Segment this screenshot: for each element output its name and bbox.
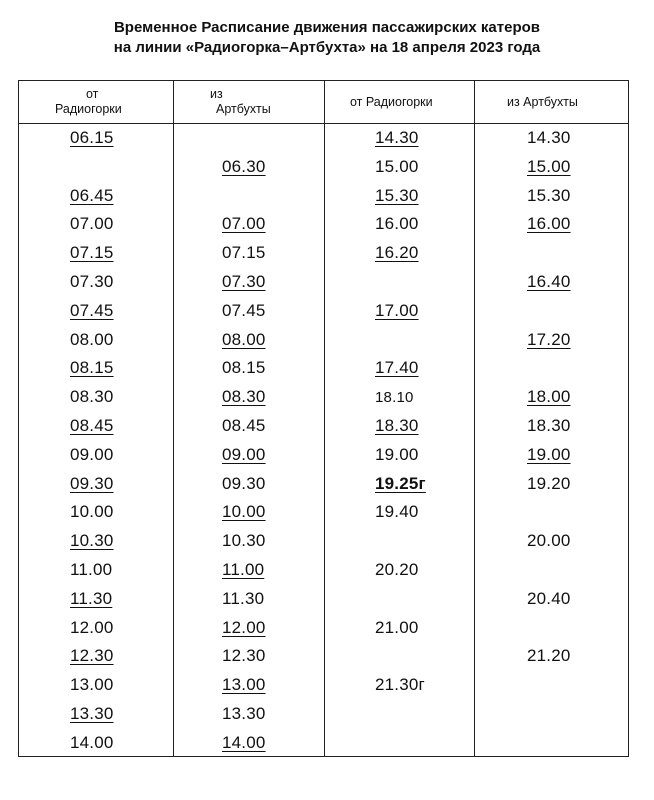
time-cell: 16.40 [527, 272, 571, 291]
time-cell: 13.00 [222, 675, 266, 695]
time-cell: 08.15 [222, 358, 266, 378]
time-cell: 19.00 [527, 444, 571, 464]
column-divider-2 [324, 81, 325, 756]
time-cell: 11.00 [70, 560, 113, 579]
time-cell: 09.00 [222, 444, 266, 464]
time-cell: 11.30 [222, 588, 265, 608]
time-cell: 12.00 [70, 617, 114, 637]
time-cell: 10.30 [70, 531, 114, 551]
time-cell: 11.00 [222, 560, 265, 579]
time-cell: 17.00 [375, 300, 419, 320]
time-cell: 09.30 [70, 473, 114, 493]
time-cell: 18.00 [527, 387, 571, 407]
time-cell: 08.30 [70, 387, 114, 407]
time-cell: 12.30 [222, 646, 266, 666]
time-cell: 10.00 [222, 502, 266, 522]
time-cell: 08.15 [70, 358, 114, 378]
header-col-1-line-1: от [86, 87, 99, 101]
header-col-1-line-2: Радиогорки [55, 102, 122, 116]
time-cell: 06.15 [70, 128, 114, 147]
header-col-4-label: из Артбухты [507, 95, 578, 109]
time-cell: 07.30 [70, 272, 114, 291]
header-col-2 [174, 81, 324, 123]
time-cell: 08.45 [70, 416, 114, 435]
time-cell: 15.30 [375, 185, 419, 205]
schedule-title [0, 18, 654, 58]
schedule-table [18, 80, 629, 757]
time-cell: 19.00 [375, 444, 419, 464]
time-cell: 19.20 [527, 473, 571, 493]
time-cell: 21.00 [375, 617, 419, 637]
time-cell: 07.15 [70, 243, 114, 263]
time-cell: 06.45 [70, 185, 114, 205]
time-cell: 07.45 [70, 300, 114, 320]
time-cell: 17.40 [375, 358, 419, 378]
time-cell: 10.00 [70, 502, 114, 522]
time-cell: 15.30 [527, 185, 571, 205]
time-cell: 08.00 [70, 329, 114, 349]
time-cell: 09.00 [70, 444, 114, 464]
time-cell: 07.30 [222, 272, 266, 291]
time-cell: 14.00 [222, 732, 266, 752]
time-cell: 12.00 [222, 617, 266, 637]
header-col-1 [19, 81, 173, 123]
time-cell: 18.10 [375, 389, 414, 407]
time-cell: 16.20 [375, 243, 419, 263]
column-divider-3 [474, 81, 475, 756]
time-cell: 07.45 [222, 300, 266, 320]
header-col-2-line-2: Артбухты [216, 102, 271, 116]
time-cell: 14.30 [527, 128, 571, 147]
time-cell: 13.00 [70, 675, 114, 695]
time-cell: 09.30 [222, 473, 266, 493]
column-divider-1 [173, 81, 174, 756]
title-line-1: Временное Расписание движения пассажирских катеров [113, 19, 541, 36]
time-cell: 20.00 [527, 531, 571, 551]
header-col-3-label: от Радиогорки [350, 95, 433, 109]
time-cell: 07.00 [222, 214, 266, 234]
time-cell: 19.40 [375, 502, 419, 522]
time-cell: 17.20 [527, 329, 571, 349]
time-cell: 15.00 [527, 156, 571, 176]
time-cell: 13.30 [222, 704, 266, 723]
time-cell: 06.30 [222, 156, 266, 176]
time-cell: 18.30 [527, 416, 571, 435]
time-cell: 14.00 [70, 732, 114, 752]
time-cell: 19.25г [375, 473, 426, 493]
time-cell: 08.45 [222, 416, 266, 435]
time-cell: 12.30 [70, 646, 114, 666]
time-cell: 21.20 [527, 646, 571, 666]
time-cell: 13.30 [70, 704, 114, 723]
time-cell: 20.40 [527, 588, 571, 608]
time-cell: 11.30 [70, 588, 113, 608]
header-col-4 [475, 81, 630, 123]
header-col-3 [325, 81, 474, 123]
time-cell: 20.20 [375, 560, 419, 579]
title-line-2: на линии «Радиогорка–Артбухта» на 18 апреля 2023 года [113, 39, 541, 56]
time-cell: 18.30 [375, 416, 419, 435]
time-cell: 21.30г [375, 675, 425, 695]
time-cell: 16.00 [527, 214, 571, 234]
time-cell: 15.00 [375, 156, 419, 176]
time-cell: 07.00 [70, 214, 114, 234]
header-col-2-line-1: из [210, 87, 223, 101]
time-cell: 08.00 [222, 329, 266, 349]
time-cell: 10.30 [222, 531, 266, 551]
time-cell: 14.30 [375, 128, 419, 147]
time-cell: 07.15 [222, 243, 266, 263]
time-cell: 16.00 [375, 214, 419, 234]
time-cell: 08.30 [222, 387, 266, 407]
